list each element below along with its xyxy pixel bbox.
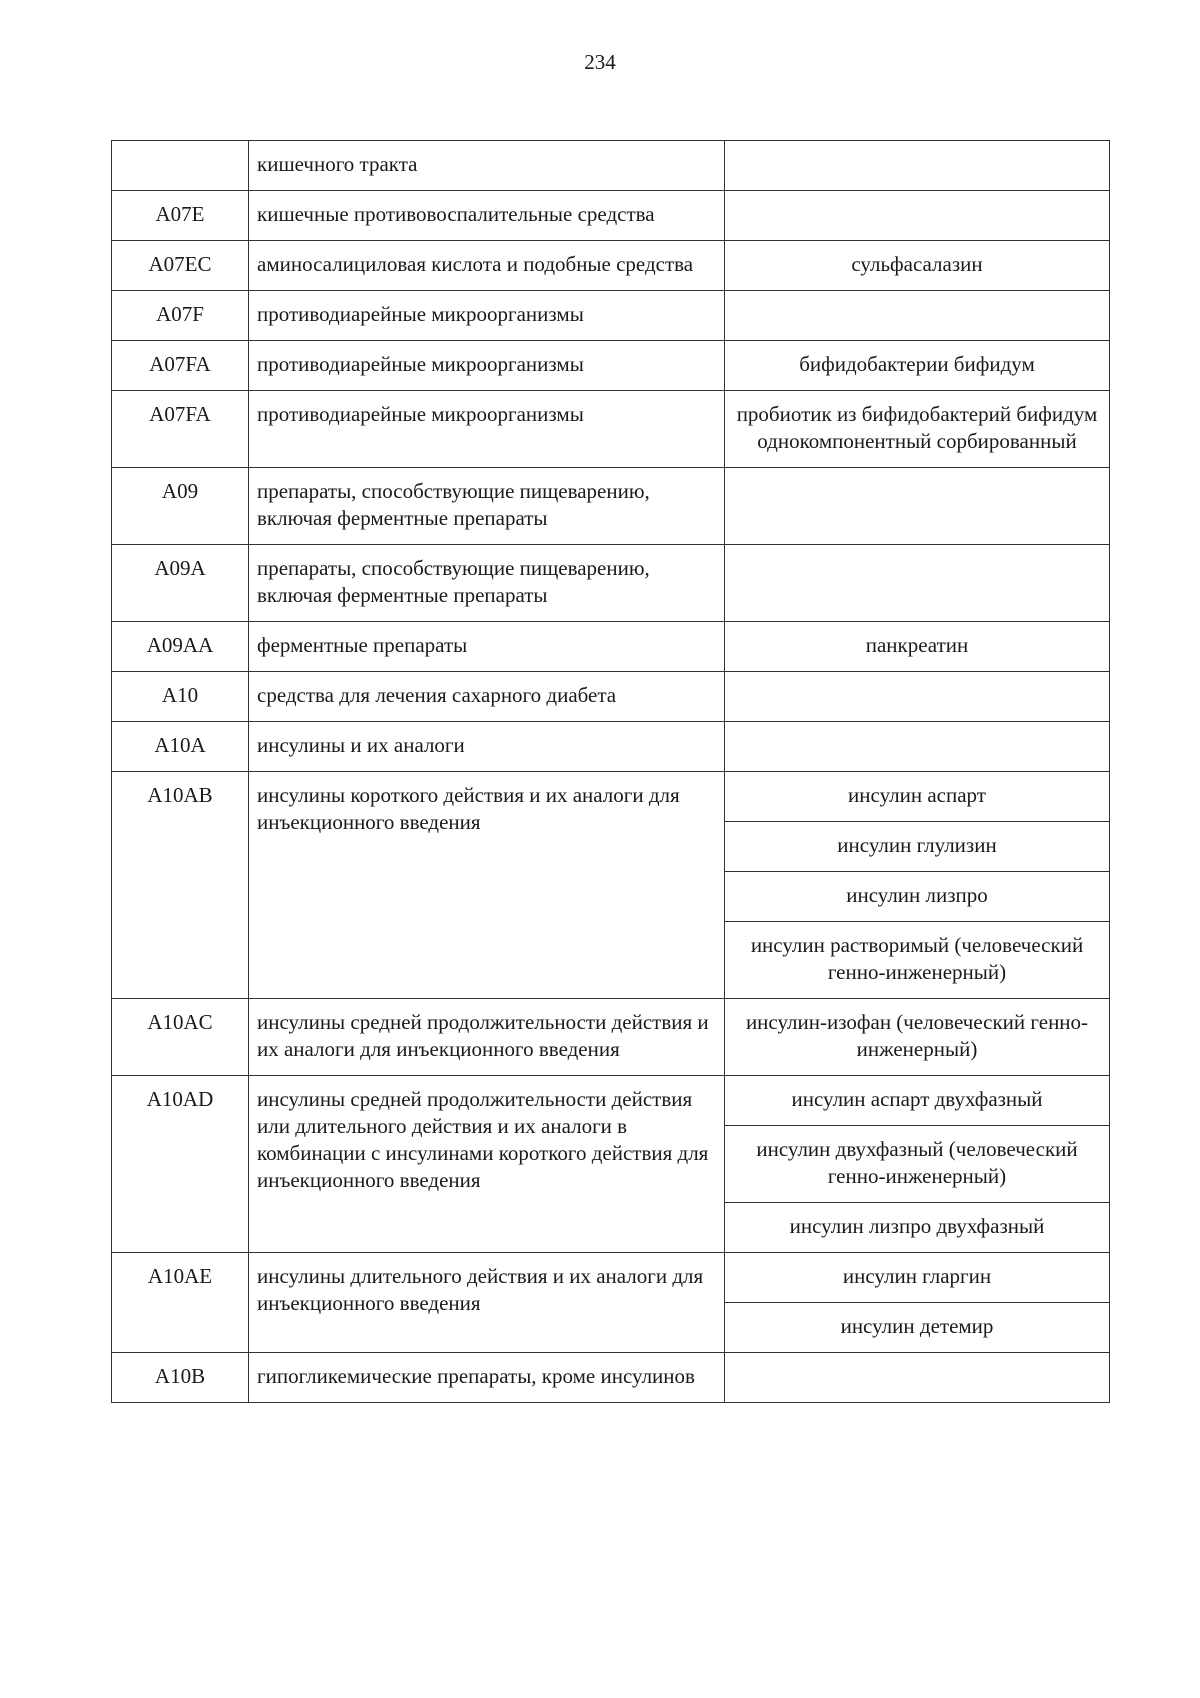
drug-name-cell xyxy=(725,672,1110,722)
atc-description-cell: инсулины средней продолжительности действия и их аналоги для инъекционного введения xyxy=(249,999,725,1076)
atc-description-cell: ферментные препараты xyxy=(249,622,725,672)
drug-name-cell xyxy=(725,545,1110,622)
atc-code-cell: A10AE xyxy=(112,1253,249,1353)
table-row xyxy=(112,241,1110,291)
atc-description-cell: противодиарейные микроорганизмы xyxy=(249,391,725,468)
atc-code-cell: A07F xyxy=(112,291,249,341)
table-row xyxy=(112,672,1110,722)
atc-table-body xyxy=(112,141,1110,1403)
drug-name-cell: инсулин аспарт двухфазный xyxy=(725,1076,1110,1126)
drug-name-cell xyxy=(725,722,1110,772)
drug-name-cell: инсулин-изофан (человеческий генно-инженерный) xyxy=(725,999,1110,1076)
table-row xyxy=(112,141,1110,191)
atc-description-cell: инсулины и их аналоги xyxy=(249,722,725,772)
table-row xyxy=(112,1076,1110,1126)
drug-name-cell xyxy=(725,468,1110,545)
atc-code-cell: A07FA xyxy=(112,341,249,391)
drug-name-cell: инсулин аспарт xyxy=(725,772,1110,822)
drug-name-cell: инсулин двухфазный (человеческий генно-инженерный) xyxy=(725,1126,1110,1203)
table-row xyxy=(112,468,1110,545)
atc-description-cell: инсулины средней продолжительности действия или длительного действия и их аналоги в комбинации с инсулинами короткого действия для инъекционного введения xyxy=(249,1076,725,1253)
table-row xyxy=(112,191,1110,241)
table-row xyxy=(112,722,1110,772)
drug-name-cell xyxy=(725,291,1110,341)
drug-name-cell: сульфасалазин xyxy=(725,241,1110,291)
drug-name-cell: инсулин гларгин xyxy=(725,1253,1110,1303)
atc-code-cell: A09 xyxy=(112,468,249,545)
table-row xyxy=(112,622,1110,672)
atc-description-cell: инсулины длительного действия и их аналоги для инъекционного введения xyxy=(249,1253,725,1353)
drug-name-cell: инсулин растворимый (человеческий генно-инженерный) xyxy=(725,922,1110,999)
atc-code-cell: A10B xyxy=(112,1353,249,1403)
table-row xyxy=(112,1253,1110,1303)
drug-name-cell xyxy=(725,141,1110,191)
atc-code-cell: A07FA xyxy=(112,391,249,468)
drug-name-cell: инсулин глулизин xyxy=(725,822,1110,872)
atc-code-cell: A10AC xyxy=(112,999,249,1076)
atc-code-cell: A10AB xyxy=(112,772,249,999)
atc-description-cell: инсулины короткого действия и их аналоги для инъекционного введения xyxy=(249,772,725,999)
atc-code-cell: A07E xyxy=(112,191,249,241)
atc-code-cell: A10AD xyxy=(112,1076,249,1253)
table-row xyxy=(112,545,1110,622)
table-row xyxy=(112,291,1110,341)
atc-code-cell: A07EC xyxy=(112,241,249,291)
drug-name-cell: бифидобактерии бифидум xyxy=(725,341,1110,391)
table-row xyxy=(112,999,1110,1076)
atc-code-cell: A09A xyxy=(112,545,249,622)
drug-name-cell xyxy=(725,191,1110,241)
atc-description-cell: кишечные противовоспалительные средства xyxy=(249,191,725,241)
atc-description-cell: препараты, способствующие пищеварению, включая ферментные препараты xyxy=(249,545,725,622)
drug-name-cell xyxy=(725,1353,1110,1403)
atc-description-cell: средства для лечения сахарного диабета xyxy=(249,672,725,722)
table-row xyxy=(112,391,1110,468)
drug-name-cell: пробиотик из бифидобактерий бифидум однокомпонентный сорбированный xyxy=(725,391,1110,468)
page-number: 234 xyxy=(584,50,616,74)
atc-code-cell: A09AA xyxy=(112,622,249,672)
atc-code-cell: A10A xyxy=(112,722,249,772)
atc-code-cell: A10 xyxy=(112,672,249,722)
drug-name-cell: инсулин лизпро двухфазный xyxy=(725,1203,1110,1253)
table-row xyxy=(112,341,1110,391)
atc-code-cell xyxy=(112,141,249,191)
atc-description-cell: аминосалициловая кислота и подобные средства xyxy=(249,241,725,291)
atc-description-cell: кишечного тракта xyxy=(249,141,725,191)
drug-name-cell: инсулин лизпро xyxy=(725,872,1110,922)
atc-description-cell: противодиарейные микроорганизмы xyxy=(249,291,725,341)
atc-description-cell: гипогликемические препараты, кроме инсулинов xyxy=(249,1353,725,1403)
atc-description-cell: препараты, способствующие пищеварению, включая ферментные препараты xyxy=(249,468,725,545)
drug-name-cell: панкреатин xyxy=(725,622,1110,672)
atc-drug-table xyxy=(111,140,1110,1403)
table-row xyxy=(112,1353,1110,1403)
drug-name-cell: инсулин детемир xyxy=(725,1303,1110,1353)
atc-description-cell: противодиарейные микроорганизмы xyxy=(249,341,725,391)
table-row xyxy=(112,772,1110,822)
